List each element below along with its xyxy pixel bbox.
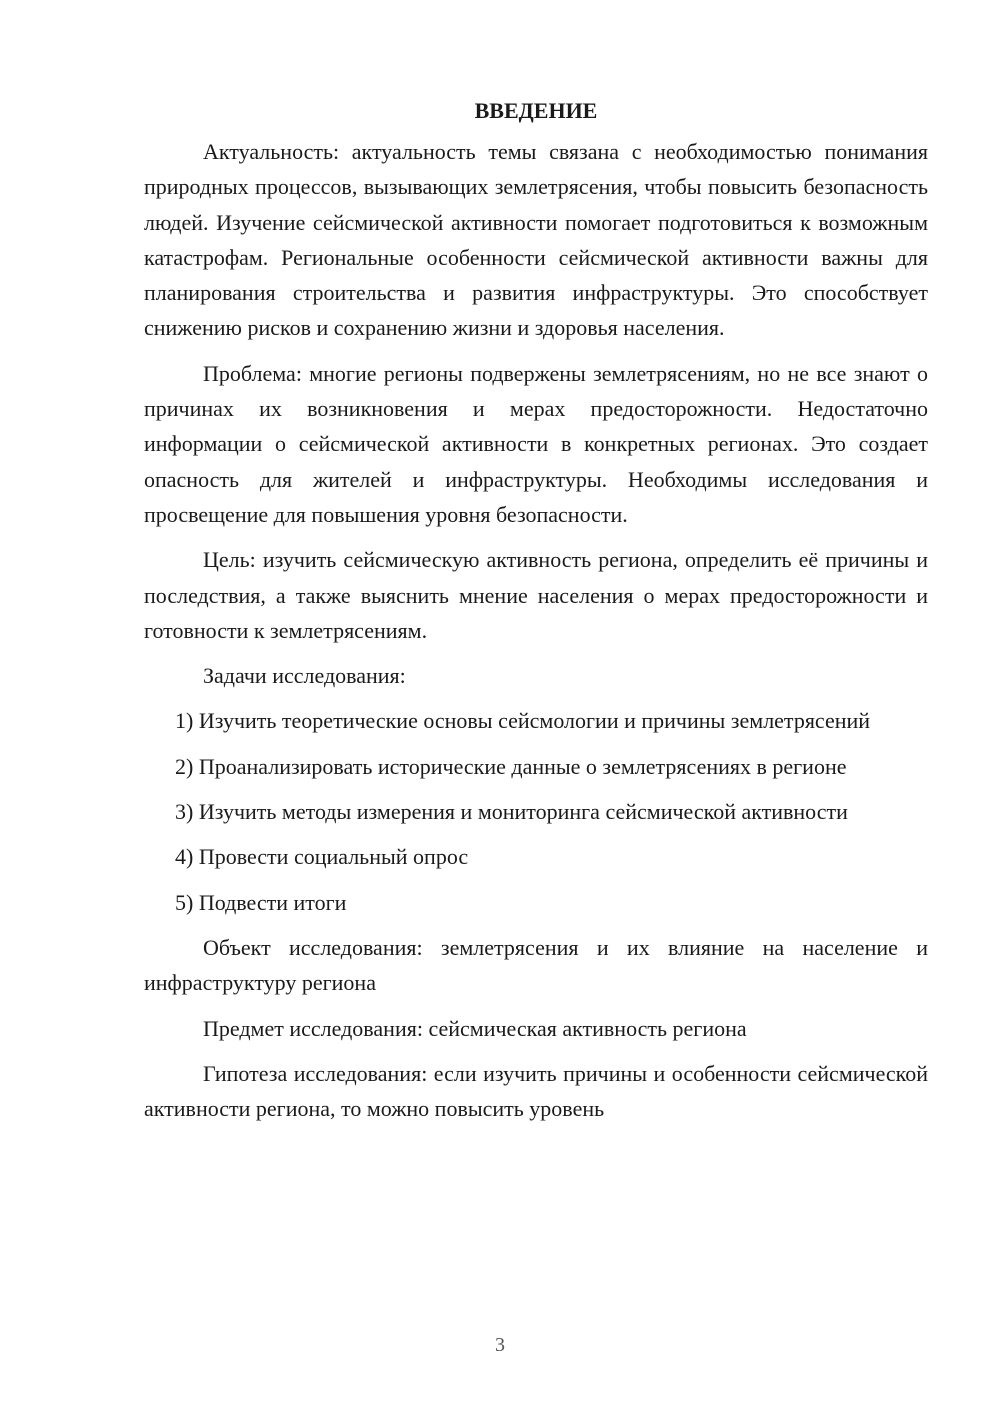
task-item: 1) Изучить теоретические основы сейсмологии и причины землетрясений xyxy=(175,708,871,734)
task-item: 2) Проанализировать исторические данные о землетрясениях в регионе xyxy=(175,753,847,779)
goal-paragraph: Цель: изучить сейсмическую активность региона, определить её причины и последствия, а также выяснить мнение населения о мерах предосторожности и готовности к землетрясениям. xyxy=(144,547,928,643)
problem-paragraph: Проблема: многие регионы подвержены землетрясениям, но не все знают о причинах их возникновения и мерах предосторожности. Недостаточно информации о сейсмической активности в конкретных регионах. Это создает опасность для жителей и инфраструктуры. Необходимы исследования и просвещение для повышения уровня безопасности. xyxy=(144,360,928,527)
page-title: ВВЕДЕНИЕ xyxy=(474,98,598,123)
hypothesis-paragraph: Гипотеза исследования: если изучить причины и особенности сейсмической активности региона, то можно повысить уровень xyxy=(144,1060,928,1122)
relevance-paragraph: Актуальность: актуальность темы связана с необходимостью понимания природных процессов, вызывающих землетрясения, чтобы повысить безопасность людей. Изучение сейсмической активности помогает подготовиться к возможным катастрофам. Региональные особенности сейсмической активности важны для планирования строительства и развития инфраструктуры. Это способствует снижению рисков и сохранению жизни и здоровья населения. xyxy=(144,139,928,341)
document-page xyxy=(144,93,928,1136)
task-item: 4) Провести социальный опрос xyxy=(175,844,469,870)
task-item: 3) Изучить методы измерения и мониторинга сейсмической активности xyxy=(175,799,848,825)
subject-paragraph: Предмет исследования: сейсмическая активность региона xyxy=(203,1015,747,1041)
tasks-heading: Задачи исследования: xyxy=(203,663,406,689)
page-number: 3 xyxy=(495,1334,505,1356)
object-paragraph: Объект исследования: землетрясения и их влияние на население и инфраструктуру региона xyxy=(144,934,928,996)
task-item: 5) Подвести итоги xyxy=(175,889,347,915)
